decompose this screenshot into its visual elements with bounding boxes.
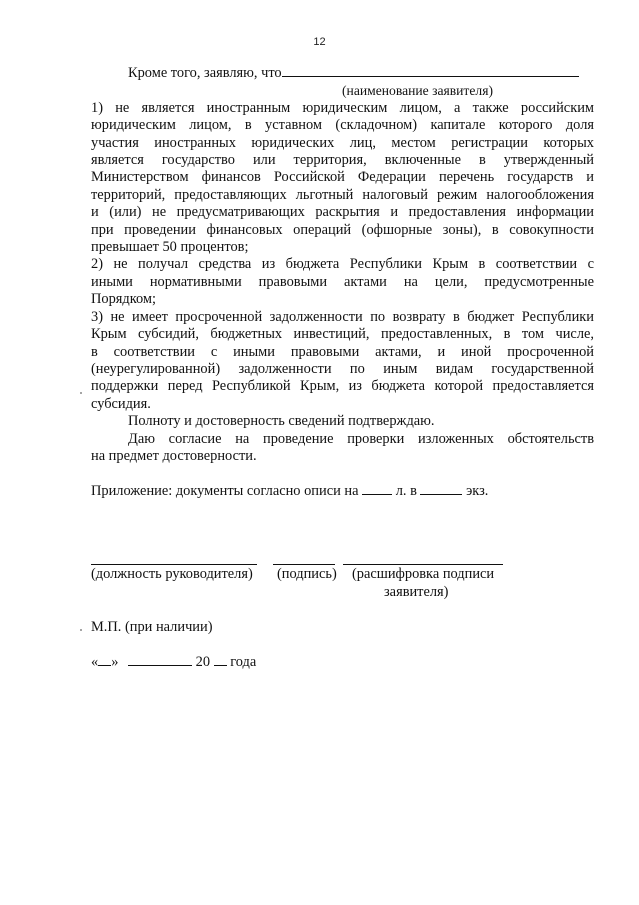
item2-line: Порядком; xyxy=(91,291,157,308)
date-line xyxy=(91,653,256,671)
item3-line: в соответствии с иными правовыми актами, и иной просроченной xyxy=(91,343,594,360)
day-blank xyxy=(98,653,111,666)
confirm-line: Полноту и достоверность сведений подтверждаю. xyxy=(128,413,435,430)
item1-line: участия иностранных юридических лиц, местом регистрации которых xyxy=(91,134,594,151)
sheets-count-blank xyxy=(362,482,392,495)
item1-line: территорий, предоставляющих льготный налоговый режим налогообложения xyxy=(91,186,594,203)
item1-line: 1) не является иностранным юридическим лицом, а также российским xyxy=(91,99,594,116)
item1-line: превышает 50 процентов; xyxy=(91,239,249,256)
item3-line: поддержки перед Республикой Крым, из бюджета которой предоставляется xyxy=(91,378,594,395)
item1-line: является государство или территория, включенные в утвержденный xyxy=(91,152,594,169)
position-label: (должность руководителя) xyxy=(91,566,253,582)
date-year-prefix: 20 xyxy=(195,654,211,670)
intro-line xyxy=(91,64,594,82)
intro-prefix: Кроме того, заявляю, что xyxy=(128,65,282,81)
declaration-body xyxy=(91,64,594,465)
decoding-label-line2: заявителя) xyxy=(384,584,449,600)
date-close-quote: » xyxy=(111,654,119,670)
item2-line: иными нормативными правовыми актами на цели, предусмотренные xyxy=(91,273,594,290)
attachment-mid: л. в xyxy=(395,483,417,499)
item3-line: Крым субсидий, бюджетных инвестиций, предоставленных, в том числе, xyxy=(91,326,594,343)
copies-count-blank xyxy=(420,482,462,495)
page-number: 12 xyxy=(313,36,326,48)
signature-label: (подпись) xyxy=(277,566,337,582)
consent-line: на предмет достоверности. xyxy=(91,447,257,464)
attachment-suffix: экз. xyxy=(466,483,489,499)
signature-blank xyxy=(273,564,335,565)
attachment-line xyxy=(91,482,488,500)
scan-speck xyxy=(80,629,82,631)
item3-line: 3) не имеет просроченной задолженности по возврату в бюджет Республики xyxy=(91,308,594,325)
applicant-name-blank xyxy=(282,64,579,77)
item1-line: юридическим лицом, в уставном (складочном) капитале которого доля xyxy=(91,117,594,134)
item3-line: (неурегулированной) задолженности по иным видам государственной xyxy=(91,360,594,377)
item1-line: Министерством финансов Российской Федерации перечень государств и xyxy=(91,169,594,186)
decoding-label: (расшифровка подписи xyxy=(352,566,495,582)
applicant-name-caption: (наименование заявителя) xyxy=(342,83,493,99)
scan-speck xyxy=(80,392,82,394)
position-blank xyxy=(91,564,257,565)
month-blank xyxy=(128,653,192,666)
year-blank xyxy=(214,653,227,666)
signature-lines xyxy=(91,548,611,568)
item3-line: субсидия. xyxy=(91,395,151,412)
stamp-placeholder: М.П. (при наличии) xyxy=(91,619,213,635)
item1-line: и (или) не предусматривающих раскрытия и предоставления информации xyxy=(91,204,594,221)
consent-line: Даю согласие на проведение проверки изложенных обстоятельств xyxy=(128,430,594,447)
date-suffix: года xyxy=(230,654,257,670)
attachment-prefix: Приложение: документы согласно описи на xyxy=(91,483,359,499)
decoding-blank xyxy=(343,564,503,565)
item1-line: при проведении финансовых операций (офшорные зоны), в совокупности xyxy=(91,221,594,238)
date-open-quote: « xyxy=(91,654,99,670)
item2-line: 2) не получал средства из бюджета Республики Крым в соответствии с xyxy=(91,256,594,273)
